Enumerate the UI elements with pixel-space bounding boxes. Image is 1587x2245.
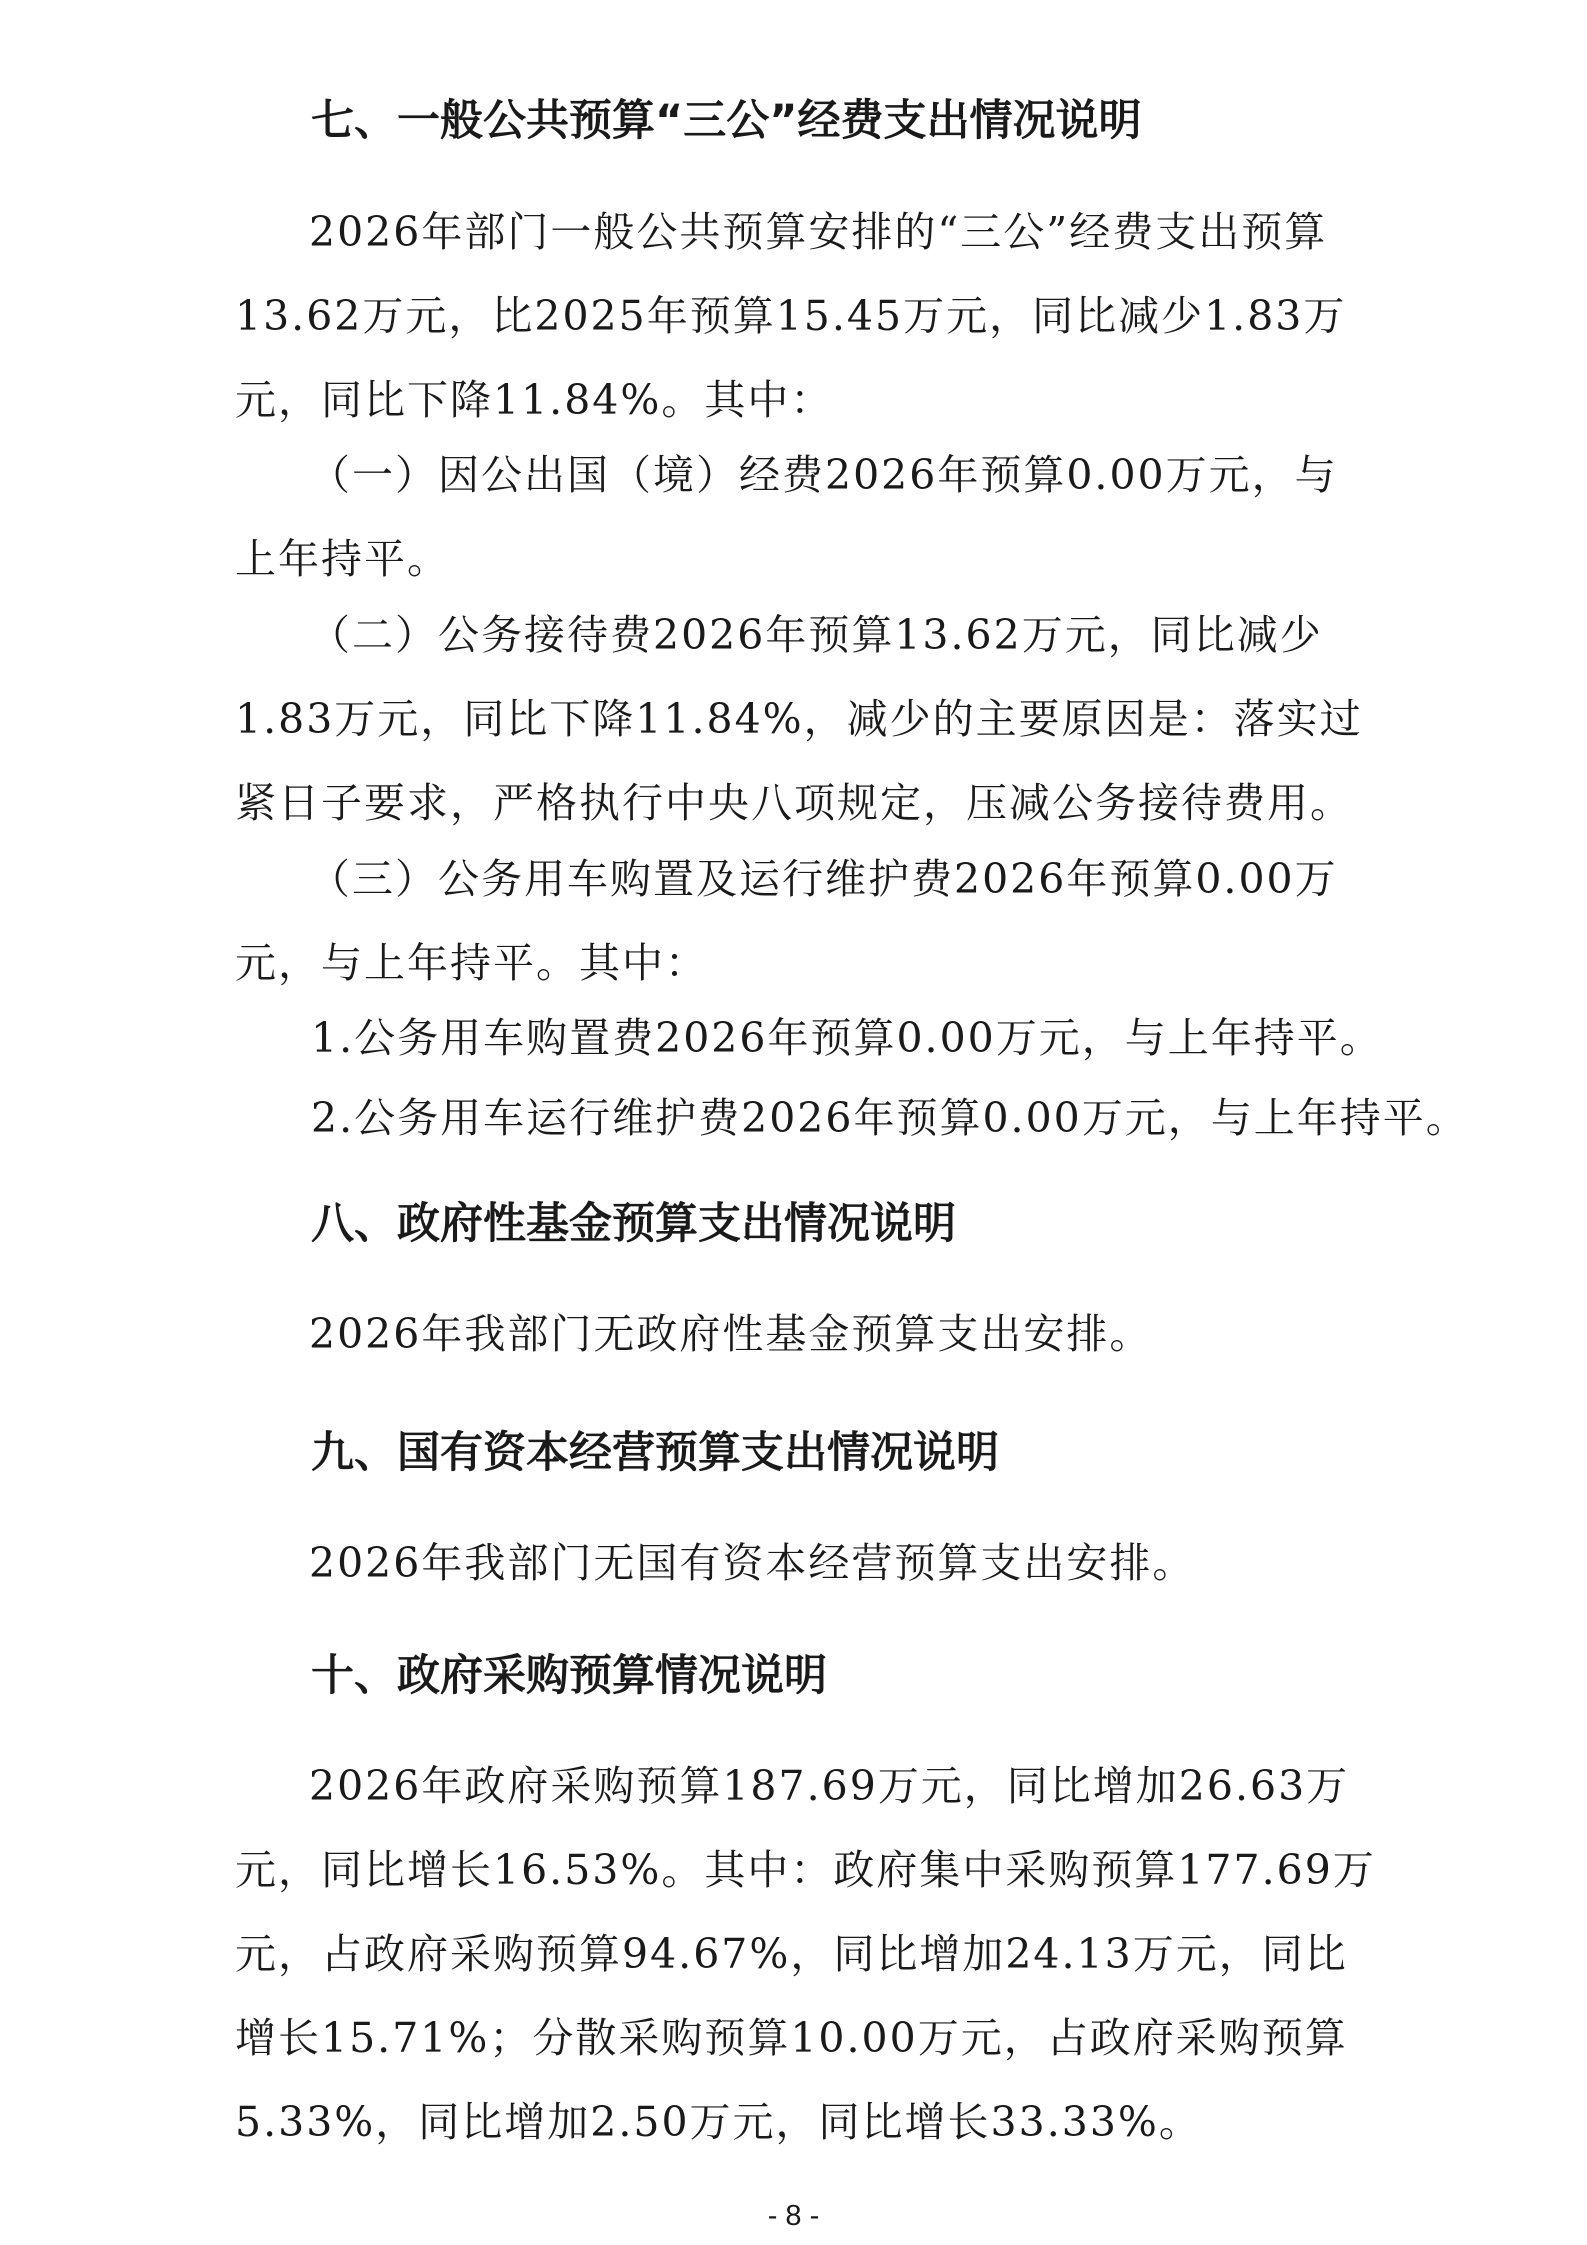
page-number: - 8 - [767,2200,820,2232]
list-item-vehicle-purchase: 1.公务用车购置费2026年预算0.00万元，与上年持平。 [311,1014,1383,1062]
section-heading-7: 七、一般公共预算“三公”经费支出情况说明 [311,96,1142,146]
list-item-vehicle-maintenance: 2.公务用车运行维护费2026年预算0.00万元，与上年持平。 [311,1094,1469,1142]
section-heading-8: 八、政府性基金预算支出情况说明 [311,1199,956,1249]
paragraph-overseas-travel: （一）因公出国（境）经费2026年预算0.00万元，与上年持平。 [235,451,1338,583]
paragraph-reception: （二）公务接待费2026年预算13.62万元，同比减少1.83万元，同比下降11.84%，减少的主要原因是：落实过紧日子要求，严格执行中央八项规定，压减公务接待费用。 [235,611,1363,827]
section-heading-10: 十、政府采购预算情况说明 [311,1651,827,1701]
paragraph-fund-budget: 2026年我部门无政府性基金预算支出安排。 [309,1310,1153,1358]
section-heading-9: 九、国有资本经营预算支出情况说明 [311,1428,999,1478]
paragraph-procurement: 2026年政府采购预算187.69万元，同比增加26.63万元，同比增长16.53%。其中：政府集中采购预算177.69万元，占政府采购预算94.67%，同比增加24.13万元，同比增长15.71%；分散采购预算10.00万元，占政府采购预算5.33%，同比增加2.50万元，同比增长33.33%。 [235,1762,1376,2146]
paragraph-vehicles: （三）公务用车购置及运行维护费2026年预算0.00万元，与上年持平。其中： [235,855,1338,987]
paragraph-state-capital: 2026年我部门无国有资本经营预算支出安排。 [309,1539,1196,1587]
paragraph-sangong-summary: 2026年部门一般公共预算安排的“三公”经费支出预算13.62万元，比2025年预算15.45万元，同比减少1.83万元，同比下降11.84%。其中： [235,208,1347,424]
